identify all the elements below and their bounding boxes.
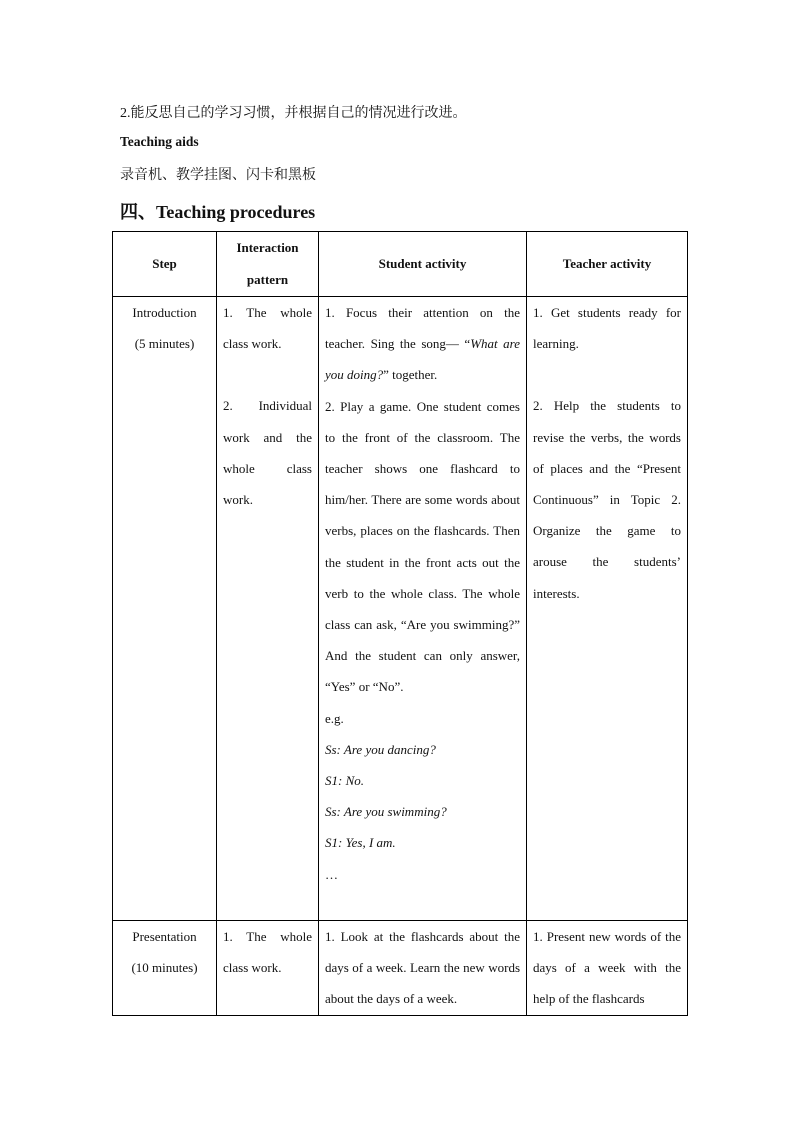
student-activity-text: ” together.: [383, 367, 438, 383]
header-interaction-line1: Interaction: [236, 240, 299, 255]
table-header-row: [113, 232, 688, 297]
dialog-line: Ss: Are you dancing?: [325, 741, 436, 757]
student-activity-cell: [319, 297, 527, 921]
step-name: Presentation: [132, 929, 197, 944]
table-row: [113, 921, 688, 1016]
example-label: e.g.: [325, 710, 344, 726]
song-title: What are you doing?: [325, 336, 520, 383]
ellipsis: …: [325, 866, 338, 882]
student-activity-text: 1. Focus their attention on the teacher. Sing the song— “: [325, 305, 520, 352]
interaction-cell: [217, 297, 319, 921]
teacher-activity-cell: [527, 921, 688, 1016]
table-row: [113, 297, 688, 921]
spacer: [527, 359, 687, 390]
student-activity-item: [319, 297, 526, 391]
step-duration: (10 minutes): [131, 960, 198, 976]
teacher-activity-item: 2. Help the students to revise the verbs, the words of places and the “Present Continuous” in Topic 2. Organize the game to arouse the students’ interests.: [533, 398, 681, 601]
teaching-aids-text: 录音机、教学挂图、闪卡和黑板: [120, 168, 316, 183]
section-heading: 四、Teaching procedures: [120, 202, 316, 222]
teaching-aids-title: Teaching aids: [120, 134, 199, 149]
student-activity-cell: [319, 921, 527, 1016]
interaction-cell: [217, 921, 319, 1016]
step-name: Introduction: [132, 305, 197, 320]
step-duration: (5 minutes): [134, 336, 195, 352]
header-student: Student activity: [319, 232, 527, 297]
header-step: Step: [113, 232, 217, 297]
student-activity-item: 1. Look at the flashcards about the days of a week. Learn the new words about the days of a week.: [325, 929, 520, 1007]
header-interaction: [217, 232, 319, 297]
dialog-line: S1: Yes, I am.: [325, 835, 396, 851]
procedures-table: [112, 231, 688, 1016]
interaction-item: 2. Individual work and the whole class work.: [223, 398, 312, 508]
interaction-item: 1. The whole class work.: [223, 305, 312, 352]
teacher-activity-item: 1. Present new words of the days of a week with the help of the flashcards: [533, 929, 681, 1007]
objective-line: 2.能反思自己的学习习惯，并根据自己的情况进行改进。: [120, 106, 467, 121]
header-interaction-line2: pattern: [246, 272, 289, 287]
interaction-item: 1. The whole class work.: [223, 929, 312, 976]
teacher-activity-cell: [527, 297, 688, 921]
dialog-line: S1: No.: [325, 773, 364, 789]
spacer: [217, 359, 318, 390]
dialog-line: Ss: Are you swimming?: [325, 804, 447, 820]
header-teacher: Teacher activity: [527, 232, 688, 297]
step-cell: [113, 921, 217, 1016]
step-cell: [113, 297, 217, 921]
teacher-activity-item: 1. Get students ready for learning.: [533, 305, 681, 352]
student-activity-item: 2. Play a game. One student comes to the front of the classroom. The teacher shows one flashcard to him/her. There are some words about verbs, places on the flashcards. Then the student in the front acts out the verb to the whole class. The whole class can ask, “Are you swimming?” And the student can only answer, “Yes” or “No”.: [325, 398, 520, 695]
